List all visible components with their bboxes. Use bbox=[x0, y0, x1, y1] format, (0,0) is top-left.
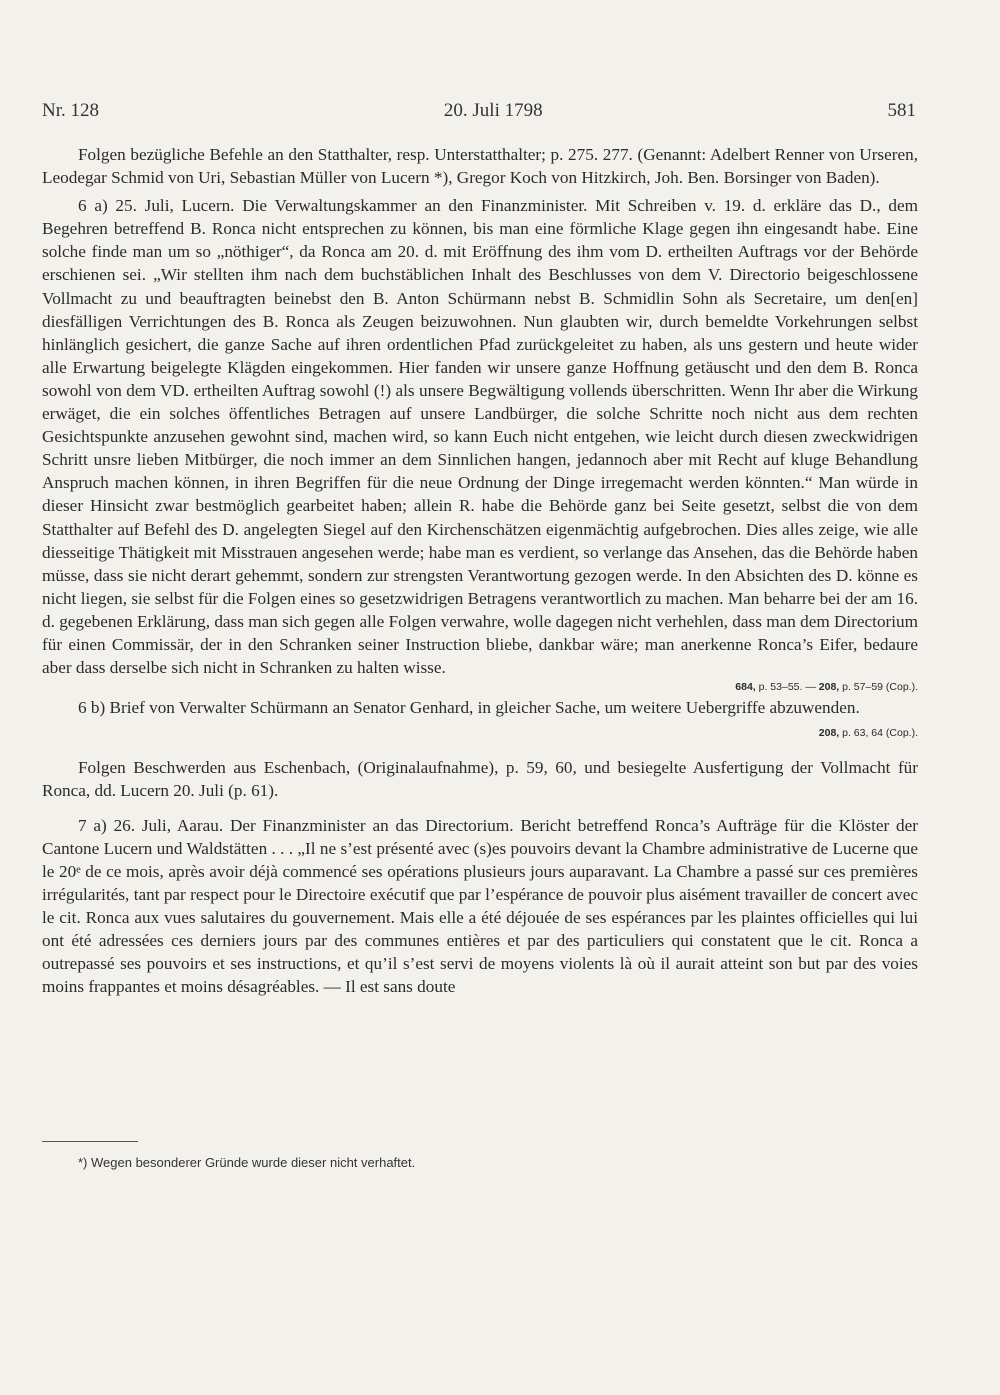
source-archive-number: 208, bbox=[818, 727, 840, 740]
source-archive-number: 208, bbox=[818, 681, 840, 694]
footnote: *) Wegen besonderer Gründe wurde dieser nicht verhaftet. bbox=[78, 1155, 416, 1170]
header-date: 20. Juli 1798 bbox=[443, 100, 543, 121]
source-pages: p. 57–59 (Cop.). bbox=[839, 681, 918, 694]
paragraph-6b-block bbox=[42, 696, 918, 745]
paragraph-6b bbox=[42, 696, 918, 740]
body-text bbox=[42, 143, 918, 998]
source-reference-6a bbox=[42, 679, 918, 696]
paragraph-orders: Folgen bezügliche Befehle an den Statthalter, resp. Unterstatthalter; p. 275. 277. (Genannt: Adelbert Renner von Urseren, Leodegar Schmid von Uri, Sebastian Müller von Lucern *), Gregor Koch von Hitzkirch, Joh. Ben. Borsinger von Baden). bbox=[42, 145, 918, 188]
paragraph-complaints: Folgen Beschwerden aus Eschenbach, (Originalaufnahme), p. 59, 60, und besiegelte Ausfertigung der Vollmacht für Ronca, dd. Lucern 20. Juli (p. 61). bbox=[42, 758, 918, 801]
paragraph-6a: 6 a) 25. Juli, Lucern. Die Verwaltungskammer an den Finanzminister. Mit Schreiben v. 19. d. erkläre das D., dem Begehren betreffend B. Ronca nicht entsprechen zu können, bis man eine förmliche Klage gegen ihn eingesandt habe. Eine solche finde man um so „nöthiger“, da Ronca am 20. d. mit Eröffnung des ihm vom D. ertheilten Auftrags vor der Behörde erschienen sei. „Wir stellten ihm nach dem buchstäblichen Inhalt des Beschlusses von dem V. Directorio beigeschlossene Vollmacht zu und beauftragten beinebst den B. Anton Schürmann nebst B. Schmidlin Sohn als Secretaire, um den[en] diesfälligen Verrichtungen des B. Ronca als Zeugen beizuwohnen. Nun glaubten wir, durch bemeldte Vorkehrungen selbst hinlänglich gesichert, die ganze Sache auf ihren ordentlichen Pfad zurückgeleitet zu haben, als uns gestern und heute wider alle Erwartung beigelegte Klägden eingekommen. Hier fanden wir unsere ganze Hoffnung getäuscht und den dem B. Ronca sowohl von dem VD. ertheilten Auftrag sowohl (!) als unsere Begwältigung vollends überschritten. Wenn Ihr aber die Wirkung erwäget, die ein solches öffentliches Betragen auf unsere Landbürger, die solche Schritte noch nicht aus dem rechten Gesichtspunkte anzusehen gewohnt sind, machen wird, so kann Euch nicht entgehen, wie leicht durch diesen zweckwidrigen Schritt unsre lieben Mitbürger, die noch immer an dem Sinnlichen hangen, jedannoch aber mit Recht auf kluge Behandlung Anspruch machen können, in ihren Begriffen für die neue Ordnung der Dinge irregemacht werden könnten.“ Man würde in dieser Hinsicht zwar bestmöglich gearbeitet haben; allein R. habe die Behörde ganz bei Seite gesetzt, selbst die von dem Statthalter auf Befehl des D. angelegten Siegel auf den Kirchenschätzen eigenmächtig aufgebrochen. Dies alles zeige, wie alle diesseitige Thätigkeit mit Misstrauen angesehen werde; habe man es verdient, so verlange das Ansehen, das die Behörde haben müsse, dass sie nicht derart gehemmt, sondern zur strengsten Verantwortung gezogen werde. In den Absichten des D. könne es nicht liegen, sie selbst für die Folgen eines so gesetzwidrigen Betragens verantwortlich zu machen. Man beharre bei der am 16. d. gegebenen Erklärung, dass man sich gegen alle Folgen verwahre, wolle dagegen nicht verhehlen, dass man dem Directorium für einen Commissär, der in den Schranken seiner Instruction bliebe, dankbar wäre; man anerkenne Ronca’s Eifer, bedaure aber dass derselbe sich nicht in Schranken zu halten wisse. bbox=[42, 196, 918, 678]
source-pages: p. 63, 64 (Cop.). bbox=[839, 727, 918, 740]
paragraph-7a: 7 a) 26. Juli, Aarau. Der Finanzminister an das Directorium. Bericht betreffend Ronca’s Aufträge für die Klöster der Cantone Lucern und Waldstätten . . . „Il ne s’est présenté avec (s)es pouvoirs devant la Chambre administrative de Lucerne que le 20ᵉ de ce mois, après avoir déjà commencé ses opérations plusieurs jours auparavant. La Chambre a passé sur ces premières irrégularités, tant par respect pour le Directoire exécutif que par l’espérance de pouvoir plus aisément travailler de concert avec le cit. Ronca aux vues salutaires du gouvernement. Mais elle a été déjouée de ses espérances par les plaintes officielles qui lui ont été adressées ces derniers jours par des communes entières et par des particuliers qui constatent que le cit. Ronca a outrepassé ses pouvoirs et ses instructions, et qu’il s’est servi de moyens violents là où il aurait atteint son but par des voies moins frappantes et moins désagréables. — Il est sans doute bbox=[42, 815, 918, 997]
footnote-divider bbox=[42, 1141, 138, 1142]
page-header bbox=[42, 100, 916, 122]
source-archive-number: 684, bbox=[735, 681, 756, 694]
source-reference-6b bbox=[783, 722, 918, 745]
source-pages: p. 53–55. — bbox=[755, 681, 819, 694]
document-number: Nr. 128 bbox=[42, 100, 99, 121]
paragraph-6b-text: 6 b) Brief von Verwalter Schürmann an Senator Genhard, in gleicher Sache, um weitere Uebergriffe abzuwenden. bbox=[78, 698, 860, 718]
page-number: 581 bbox=[887, 100, 916, 121]
